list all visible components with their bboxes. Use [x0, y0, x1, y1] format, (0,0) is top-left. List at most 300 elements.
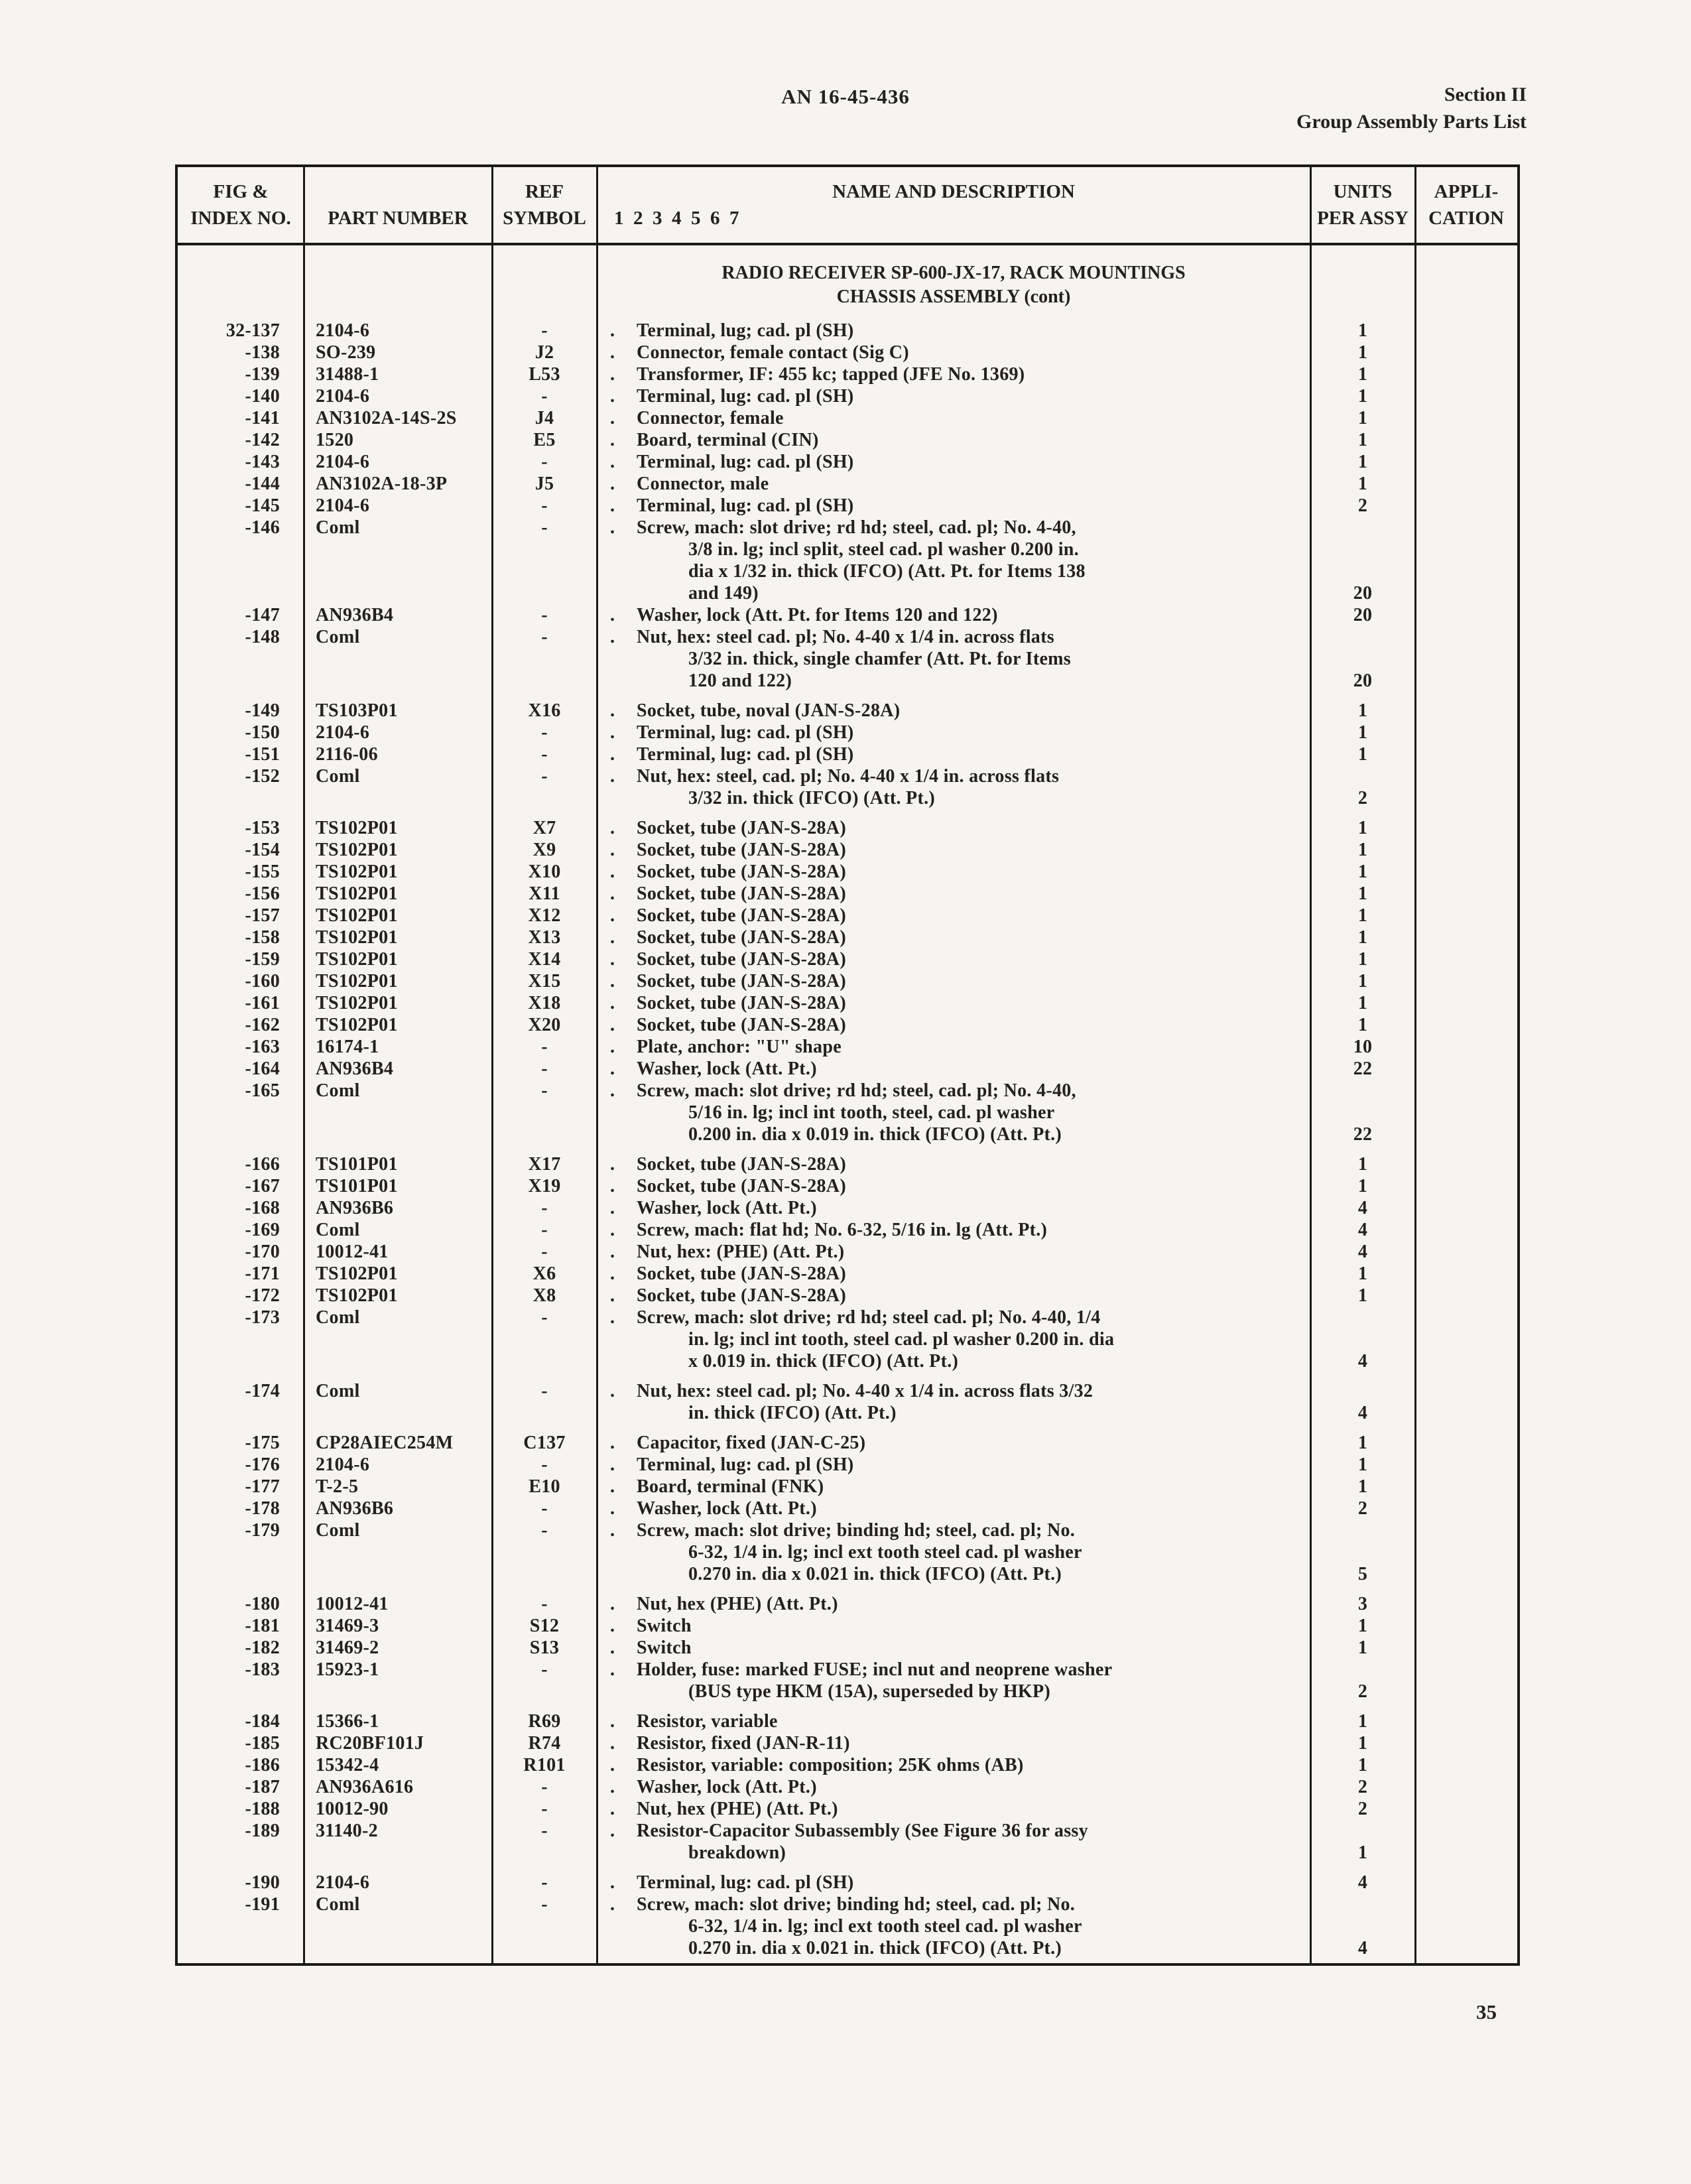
ref-symbol-cell: - — [541, 627, 548, 647]
description-line — [610, 1894, 1310, 1915]
description-text: Washer, lock (Att. Pt.) — [637, 1777, 817, 1797]
description-text: Screw, mach: slot drive; binding hd; steel, cad. pl; No. — [637, 1520, 1076, 1541]
table-row — [178, 1732, 1517, 1754]
application-cell — [1415, 722, 1517, 743]
units-value: 10 — [1353, 1037, 1373, 1057]
description-text: Washer, lock (Att. Pt. for Items 120 and 122) — [637, 605, 998, 625]
header-part-number-label: PART NUMBER — [328, 208, 468, 229]
indent-dot: . — [610, 408, 615, 428]
part-number-cell: 2104-6 — [316, 452, 370, 472]
fig-index-cell: -179 — [245, 1520, 280, 1541]
header-fig-index-line2: INDEX NO. — [190, 208, 291, 229]
description-line — [610, 1432, 1310, 1454]
ref-symbol-cell: J2 — [534, 342, 554, 363]
application-cell — [1415, 517, 1517, 604]
part-number-cell: 15366-1 — [316, 1711, 379, 1732]
table-row — [178, 1776, 1517, 1798]
description-cell — [597, 1754, 1310, 1776]
table-row — [178, 473, 1517, 495]
table-row — [178, 927, 1517, 948]
page-number: 35 — [1476, 2000, 1497, 2023]
part-number-cell: 2104-6 — [316, 722, 370, 743]
table-row — [178, 342, 1517, 363]
units-cell — [1310, 363, 1415, 385]
description-cell — [597, 1798, 1310, 1820]
fig-index-cell: -164 — [245, 1059, 280, 1079]
table-row — [178, 604, 1517, 626]
application-cell — [1415, 604, 1517, 626]
application-cell — [1415, 1498, 1517, 1519]
fig-index-cell: -178 — [245, 1498, 280, 1519]
description-text: Washer, lock (Att. Pt.) — [637, 1498, 817, 1519]
description-line — [610, 700, 1310, 722]
part-number-cell: TS101P01 — [316, 1176, 398, 1196]
part-number-cell: TS101P01 — [316, 1154, 398, 1175]
units-value: 20 — [1353, 583, 1373, 604]
units-value: 4 — [1357, 1938, 1368, 1959]
description-line — [610, 1659, 1310, 1681]
table-row — [178, 905, 1517, 927]
part-number-cell: AN3102A-14S-2S — [316, 408, 457, 428]
units-cell — [1310, 1519, 1415, 1585]
table-row — [178, 385, 1517, 407]
indent-dot: . — [610, 744, 615, 765]
ref-symbol-cell: - — [541, 1821, 548, 1841]
application-cell — [1415, 495, 1517, 517]
part-number-cell: TS102P01 — [316, 1285, 398, 1306]
fig-index-cell: -176 — [245, 1454, 280, 1475]
units-value: 1 — [1357, 722, 1368, 743]
description-text: Board, terminal (CIN) — [637, 430, 819, 450]
part-number-cell: 2104-6 — [316, 1454, 370, 1475]
ref-symbol-cell: - — [541, 744, 548, 765]
description-cell — [597, 1454, 1310, 1476]
description-text: Socket, tube (JAN-S-28A) — [637, 927, 846, 948]
description-line: 0.200 in. dia x 0.019 in. thick (IFCO) (Att. Pt.) — [688, 1124, 1062, 1145]
description-cell — [597, 722, 1310, 743]
header-ref-symbol — [492, 167, 597, 243]
ref-symbol-cell: X15 — [528, 971, 561, 992]
description-text: Socket, tube (JAN-S-28A) — [637, 905, 846, 926]
table-row — [178, 1476, 1517, 1498]
fig-index-cell: -143 — [245, 452, 280, 472]
table-row — [178, 1058, 1517, 1080]
application-cell — [1415, 473, 1517, 495]
application-cell — [1415, 342, 1517, 363]
indent-dot: . — [610, 386, 615, 407]
ref-symbol-cell: X14 — [528, 949, 561, 970]
part-number-cell: 15923-1 — [316, 1659, 379, 1680]
fig-index-cell: -156 — [245, 883, 280, 904]
indent-dot: . — [610, 1242, 615, 1262]
table-row — [178, 1080, 1517, 1145]
description-text: Nut, hex: (PHE) (Att. Pt.) — [637, 1242, 845, 1262]
header-units — [1310, 167, 1415, 243]
fig-index-cell: -159 — [245, 949, 280, 970]
table-row — [178, 1241, 1517, 1263]
units-cell — [1310, 1637, 1415, 1659]
application-cell — [1415, 1820, 1517, 1864]
units-cell — [1310, 1263, 1415, 1285]
ref-symbol-cell: X12 — [528, 905, 561, 926]
description-cell — [597, 429, 1310, 451]
fig-index-cell: -175 — [245, 1433, 280, 1453]
description-line — [610, 1798, 1310, 1820]
table-row — [178, 1153, 1517, 1175]
units-cell — [1310, 1219, 1415, 1241]
ref-symbol-cell: E5 — [533, 430, 556, 450]
description-line — [610, 1476, 1310, 1498]
table-row — [178, 948, 1517, 970]
indent-dot: . — [610, 627, 615, 647]
ref-symbol-cell: - — [541, 1498, 548, 1519]
description-cell — [597, 817, 1310, 839]
indent-dot: . — [610, 1198, 615, 1218]
header-fig-index-line1: FIG & — [213, 181, 269, 202]
units-value: 22 — [1353, 1059, 1373, 1079]
units-cell — [1310, 407, 1415, 429]
units-cell — [1310, 1080, 1415, 1145]
indent-dot: . — [610, 605, 615, 625]
application-cell — [1415, 948, 1517, 970]
units-value: 2 — [1357, 1799, 1368, 1819]
description-line — [610, 765, 1310, 787]
part-number-cell: 2116-06 — [316, 744, 378, 765]
description-line — [610, 1593, 1310, 1615]
ref-symbol-cell: S13 — [529, 1638, 560, 1658]
units-cell — [1310, 1241, 1415, 1263]
units-value: 4 — [1357, 1403, 1368, 1423]
table-row — [178, 1498, 1517, 1519]
indent-dot: . — [610, 1080, 615, 1101]
ref-symbol-cell: - — [541, 1220, 548, 1240]
description-text: Terminal, lug: cad. pl (SH) — [637, 452, 854, 472]
ref-symbol-cell: X19 — [528, 1176, 561, 1196]
description-text: Terminal, lug: cad. pl (SH) — [637, 495, 854, 516]
indent-dot: . — [610, 517, 615, 538]
units-value: 4 — [1357, 1220, 1368, 1240]
header-units-line1: UNITS — [1333, 181, 1393, 202]
table-row — [178, 1263, 1517, 1285]
ref-symbol-cell: - — [541, 1198, 548, 1218]
description-cell — [597, 1175, 1310, 1197]
application-cell — [1415, 1285, 1517, 1307]
indent-dot: . — [610, 1711, 615, 1732]
fig-index-cell: -177 — [245, 1476, 280, 1497]
indent-dot: . — [610, 766, 615, 787]
ref-symbol-cell: - — [541, 1777, 548, 1797]
description-line — [610, 1263, 1310, 1285]
description-line — [610, 970, 1310, 992]
indent-dot: . — [610, 905, 615, 926]
units-value: 1 — [1357, 862, 1368, 882]
fig-index-cell: -146 — [245, 517, 280, 538]
units-cell — [1310, 604, 1415, 626]
application-cell — [1415, 861, 1517, 883]
units-value: 1 — [1357, 364, 1368, 385]
description-cell — [597, 363, 1310, 385]
application-cell — [1415, 1519, 1517, 1585]
units-value: 4 — [1357, 1351, 1368, 1372]
description-line — [610, 473, 1310, 495]
description-cell — [597, 320, 1310, 342]
units-value: 1 — [1357, 1842, 1368, 1863]
units-cell — [1310, 1732, 1415, 1754]
units-cell — [1310, 1175, 1415, 1197]
fig-index-cell: -162 — [245, 1015, 280, 1035]
units-value: 1 — [1357, 386, 1368, 407]
description-cell — [597, 1820, 1310, 1864]
ref-symbol-cell: X8 — [532, 1285, 556, 1306]
description-line — [610, 1307, 1310, 1328]
description-line — [610, 927, 1310, 948]
fig-index-cell: -168 — [245, 1198, 280, 1218]
part-number-cell: 2104-6 — [316, 386, 370, 407]
fig-index-cell: -157 — [245, 905, 280, 926]
units-cell — [1310, 839, 1415, 861]
description-cell — [597, 905, 1310, 927]
description-text: Washer, lock (Att. Pt.) — [637, 1198, 817, 1218]
indent-dot: . — [610, 1799, 615, 1819]
units-cell — [1310, 1014, 1415, 1036]
description-cell — [597, 1637, 1310, 1659]
indent-dot: . — [610, 1616, 615, 1636]
description-text: Socket, tube (JAN-S-28A) — [637, 1285, 846, 1306]
part-number-cell: 31469-3 — [316, 1616, 379, 1636]
table-row — [178, 1710, 1517, 1732]
section-info — [1296, 81, 1527, 135]
table-row — [178, 1307, 1517, 1372]
part-number-cell: TS102P01 — [316, 905, 398, 926]
description-cell — [597, 861, 1310, 883]
units-value: 1 — [1357, 1755, 1368, 1775]
fig-index-cell: -140 — [245, 386, 280, 407]
table-row — [178, 1754, 1517, 1776]
header-part-number — [304, 167, 492, 243]
header-application-line2: CATION — [1428, 208, 1504, 229]
ref-symbol-cell: - — [541, 1381, 548, 1401]
units-value: 1 — [1357, 1285, 1368, 1306]
part-number-cell: TS102P01 — [316, 993, 398, 1013]
part-number-cell: Coml — [316, 1381, 360, 1401]
description-text: Socket, tube (JAN-S-28A) — [637, 883, 846, 904]
description-cell — [597, 970, 1310, 992]
section-title: Section II — [1444, 84, 1527, 105]
description-line — [610, 626, 1310, 648]
units-cell — [1310, 495, 1415, 517]
units-value: 1 — [1357, 1015, 1368, 1035]
units-cell — [1310, 883, 1415, 905]
application-cell — [1415, 743, 1517, 765]
application-cell — [1415, 1732, 1517, 1754]
fig-index-cell: -165 — [245, 1080, 280, 1101]
ref-symbol-cell: - — [541, 452, 548, 472]
description-cell — [597, 1036, 1310, 1058]
description-cell — [597, 1197, 1310, 1219]
units-value: 2 — [1357, 788, 1368, 808]
ref-symbol-cell: - — [541, 320, 548, 341]
units-cell — [1310, 1776, 1415, 1798]
indent-dot: . — [610, 927, 615, 948]
description-text: Screw, mach: slot drive; rd hd; steel, cad. pl; No. 4-40, — [637, 517, 1076, 538]
description-cell — [597, 1380, 1310, 1424]
part-number-cell: TS102P01 — [316, 927, 398, 948]
units-cell — [1310, 342, 1415, 363]
part-number-cell: 31488-1 — [316, 364, 379, 385]
units-cell — [1310, 1197, 1415, 1219]
description-line: (BUS type HKM (15A), superseded by HKP) — [688, 1681, 1051, 1702]
fig-index-cell: -171 — [245, 1263, 280, 1284]
fig-index-cell: -167 — [245, 1176, 280, 1196]
fig-index-cell: -173 — [245, 1307, 280, 1328]
indent-dot: . — [610, 1037, 615, 1057]
units-value: 1 — [1357, 993, 1368, 1013]
description-line: 5/16 in. lg; incl int tooth, steel, cad. pl washer — [688, 1102, 1055, 1123]
part-number-cell: TS102P01 — [316, 818, 398, 838]
application-cell — [1415, 992, 1517, 1014]
units-cell — [1310, 626, 1415, 692]
application-cell — [1415, 765, 1517, 809]
indent-dot: . — [610, 1220, 615, 1240]
indent-dot: . — [610, 1176, 615, 1196]
column-divider — [491, 167, 493, 1963]
fig-index-cell: 32-137 — [225, 320, 280, 341]
description-text: Board, terminal (FNK) — [637, 1476, 824, 1497]
units-cell — [1310, 817, 1415, 839]
description-line — [610, 407, 1310, 429]
application-cell — [1415, 1432, 1517, 1454]
units-cell — [1310, 1615, 1415, 1637]
table-row — [178, 1036, 1517, 1058]
ref-symbol-cell: - — [541, 605, 548, 625]
table-row — [178, 1454, 1517, 1476]
part-number-cell: CP28AIEC254M — [316, 1433, 454, 1453]
description-cell — [597, 1498, 1310, 1519]
part-number-cell: TS102P01 — [316, 971, 398, 992]
units-value: 20 — [1353, 671, 1373, 691]
units-cell — [1310, 1307, 1415, 1372]
units-value: 1 — [1357, 818, 1368, 838]
fig-index-cell: -144 — [245, 474, 280, 494]
description-line: x 0.019 in. thick (IFCO) (Att. Pt.) — [688, 1351, 959, 1372]
indent-dot: . — [610, 430, 615, 450]
part-number-cell: AN936A616 — [316, 1777, 414, 1797]
table-row — [178, 451, 1517, 473]
fig-index-cell: -170 — [245, 1242, 280, 1262]
part-number-cell: AN936B4 — [316, 605, 394, 625]
fig-index-cell: -182 — [245, 1638, 280, 1658]
application-cell — [1415, 385, 1517, 407]
application-cell — [1415, 1219, 1517, 1241]
table-row — [178, 1175, 1517, 1197]
units-value: 1 — [1357, 949, 1368, 970]
ref-symbol-cell: J4 — [534, 408, 554, 428]
indent-dot: . — [610, 1059, 615, 1079]
description-line: 0.270 in. dia x 0.021 in. thick (IFCO) (Att. Pt.) — [688, 1564, 1062, 1584]
table-row — [178, 1197, 1517, 1219]
application-cell — [1415, 1659, 1517, 1702]
units-value: 1 — [1357, 474, 1368, 494]
ref-symbol-cell: C137 — [523, 1433, 566, 1453]
units-cell — [1310, 992, 1415, 1014]
description-line — [610, 1754, 1310, 1776]
description-line: 120 and 122) — [688, 671, 792, 691]
description-text: Resistor, variable — [637, 1711, 778, 1732]
table-row — [178, 1432, 1517, 1454]
units-value: 1 — [1357, 1263, 1368, 1284]
application-cell — [1415, 407, 1517, 429]
ref-symbol-cell: R101 — [523, 1755, 566, 1775]
table-row — [178, 407, 1517, 429]
indent-dot: . — [610, 364, 615, 385]
indent-dot: . — [610, 1520, 615, 1541]
ref-symbol-cell: R69 — [528, 1711, 561, 1732]
description-line: in. lg; incl int tooth, steel cad. pl washer 0.200 in. dia — [688, 1329, 1115, 1350]
part-number-cell: 10012-41 — [316, 1242, 389, 1262]
description-line — [610, 1153, 1310, 1175]
description-text: Nut, hex: steel, cad. pl; No. 4-40 x 1/4 in. across flats — [637, 766, 1060, 787]
application-cell — [1415, 626, 1517, 692]
part-number-cell: 10012-41 — [316, 1594, 389, 1614]
part-number-cell: Coml — [316, 1220, 360, 1240]
ref-symbol-cell: - — [541, 722, 548, 743]
description-line — [610, 1710, 1310, 1732]
description-cell — [597, 451, 1310, 473]
application-cell — [1415, 1754, 1517, 1776]
description-text: Socket, tube (JAN-S-28A) — [637, 1176, 846, 1196]
description-text: Socket, tube (JAN-S-28A) — [637, 949, 846, 970]
fig-index-cell: -163 — [245, 1037, 280, 1057]
description-text: Switch — [637, 1616, 692, 1636]
description-text: Socket, tube (JAN-S-28A) — [637, 818, 846, 838]
description-line — [610, 320, 1310, 342]
part-number-cell: TS102P01 — [316, 862, 398, 882]
application-cell — [1415, 1175, 1517, 1197]
description-cell — [597, 1732, 1310, 1754]
description-cell — [597, 1307, 1310, 1372]
units-value: 1 — [1357, 1638, 1368, 1658]
description-line — [610, 1036, 1310, 1058]
units-value: 1 — [1357, 1476, 1368, 1497]
units-value: 5 — [1357, 1564, 1368, 1584]
description-cell — [597, 1432, 1310, 1454]
units-value: 1 — [1357, 1154, 1368, 1175]
application-cell — [1415, 1058, 1517, 1080]
units-value: 1 — [1357, 1454, 1368, 1475]
fig-index-cell: -172 — [245, 1285, 280, 1306]
description-text: Resistor, variable: composition; 25K ohms (AB) — [637, 1755, 1024, 1775]
application-cell — [1415, 1263, 1517, 1285]
fig-index-cell: -147 — [245, 605, 280, 625]
units-cell — [1310, 1659, 1415, 1702]
ref-symbol-cell: E10 — [529, 1476, 560, 1497]
application-cell — [1415, 1080, 1517, 1145]
description-text: Socket, tube (JAN-S-28A) — [637, 1015, 846, 1035]
fig-index-cell: -187 — [245, 1777, 280, 1797]
header-ref-symbol-line1: REF — [525, 181, 564, 202]
fig-index-cell: -149 — [245, 700, 280, 721]
application-cell — [1415, 1615, 1517, 1637]
units-value: 20 — [1353, 605, 1373, 625]
units-cell — [1310, 1285, 1415, 1307]
indent-dot: . — [610, 1872, 615, 1893]
units-value: 1 — [1357, 700, 1368, 721]
description-text: Socket, tube (JAN-S-28A) — [637, 862, 846, 882]
units-cell — [1310, 1798, 1415, 1820]
description-cell — [597, 1153, 1310, 1175]
application-cell — [1415, 1872, 1517, 1894]
part-number-cell: TS102P01 — [316, 1015, 398, 1035]
